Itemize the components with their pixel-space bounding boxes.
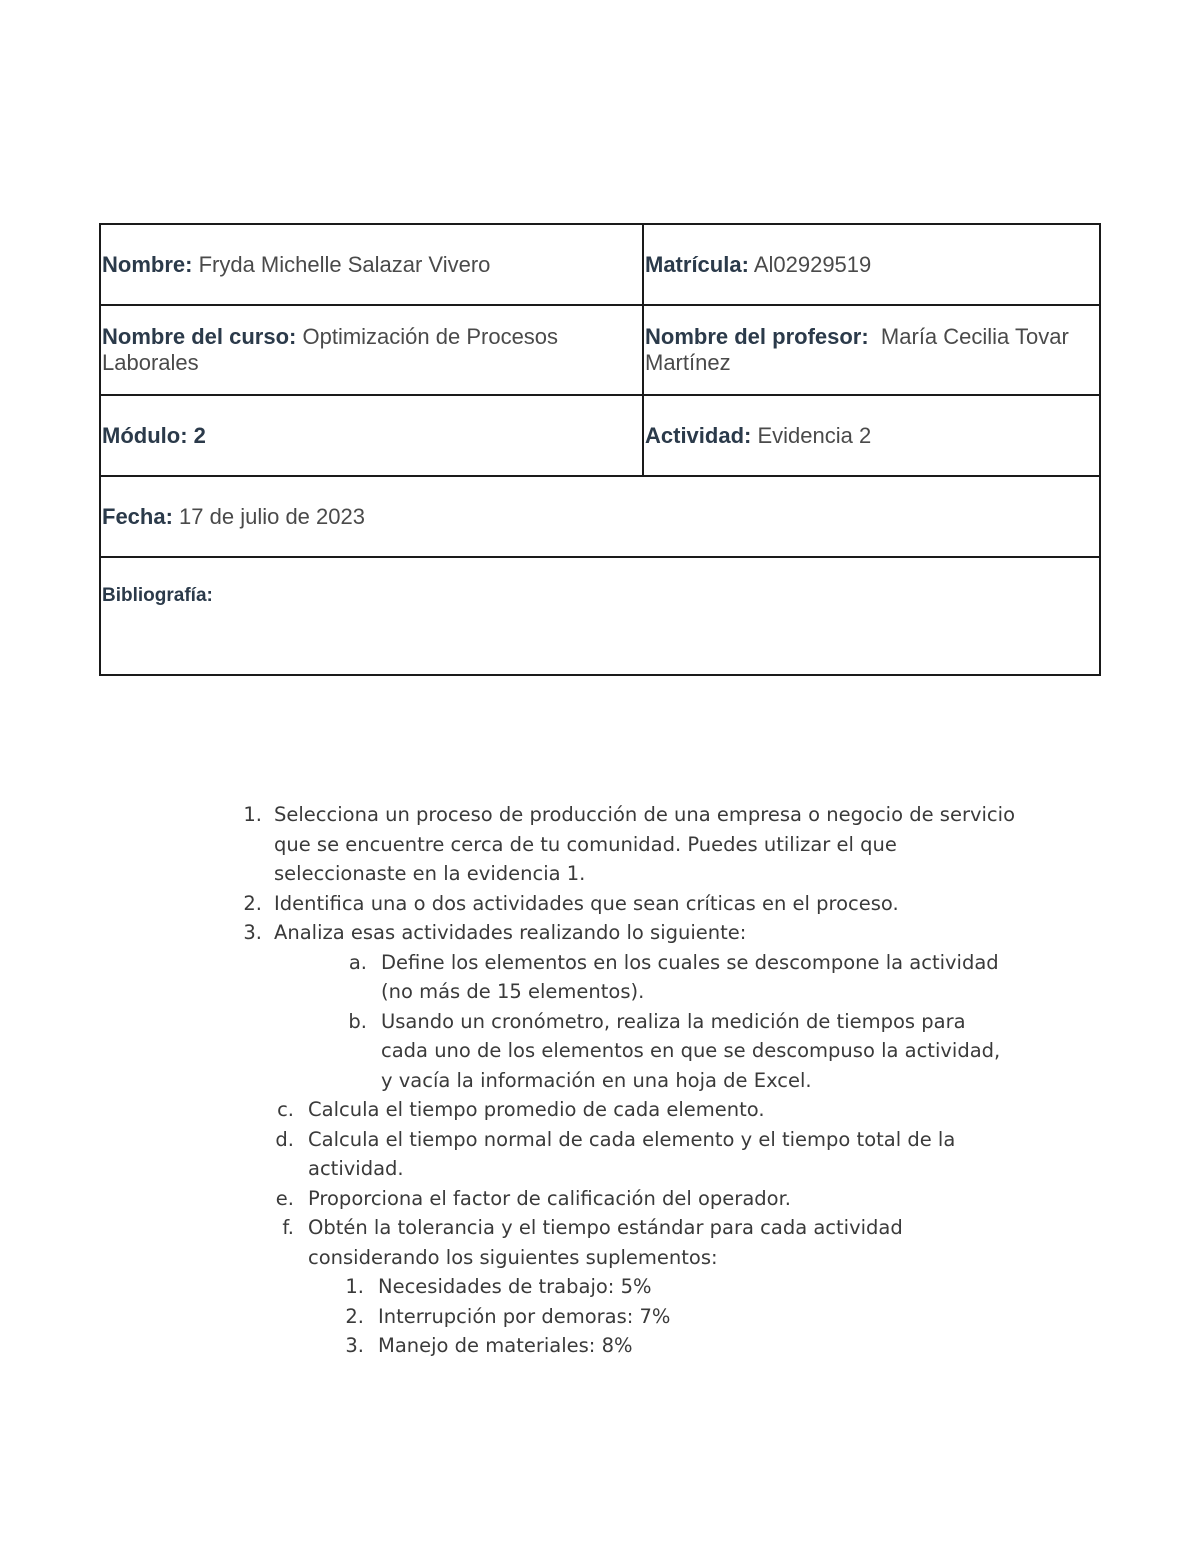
list-marker: 1.	[243, 803, 262, 826]
student-info-table	[99, 223, 1101, 676]
profesor-cell	[643, 305, 1100, 395]
list-item	[0, 1184, 1008, 1214]
list-marker: c.	[277, 1098, 294, 1121]
list-item-text: Calcula el tiempo normal de cada elemento y el tiempo total de la actividad.	[308, 1127, 956, 1180]
list-item	[0, 800, 1024, 889]
list-marker: 2.	[243, 891, 262, 915]
list-item	[0, 1272, 998, 1302]
list-item-text: Analiza esas actividades realizando lo siguiente:	[274, 921, 747, 944]
nombre-value: Fryda Michelle Salazar Vivero	[192, 251, 491, 277]
list-item	[0, 1125, 1008, 1184]
matricula-value: Al02929519	[748, 251, 872, 277]
list-item-text: Manejo de materiales: 8%	[378, 1334, 633, 1357]
curso-cell	[100, 305, 643, 395]
bibliografia-label: Bibliografía:	[102, 585, 213, 606]
matricula-label: Matrícula:	[645, 251, 749, 277]
list-marker: f.	[282, 1216, 294, 1239]
list-item	[0, 1331, 998, 1361]
list-item	[0, 1213, 968, 1272]
list-item-text: Usando un cronómetro, realiza la medición de tiempos para cada uno de los elementos en que se descompuso la actividad, y vacía la información en una hoja de Excel.	[381, 1009, 1001, 1092]
curso-value: Optimización de Procesos Laborales	[102, 324, 559, 375]
list-marker: b.	[348, 1009, 367, 1033]
list-marker: 3.	[243, 921, 262, 944]
modulo-label: Módulo: 2	[102, 422, 206, 448]
list-item-text: Identifica una o dos actividades que sean críticas en el proceso.	[274, 891, 899, 915]
fecha-value: 17 de julio de 2023	[172, 503, 365, 529]
list-marker: e.	[275, 1186, 294, 1210]
list-item	[0, 1302, 998, 1332]
list-item	[0, 918, 1024, 948]
curso-label: Nombre del curso:	[102, 324, 297, 349]
matricula-cell	[643, 224, 1100, 305]
actividad-label: Actividad:	[645, 422, 752, 448]
list-item	[0, 948, 1006, 1007]
list-marker: 2.	[345, 1304, 364, 1328]
list-item-text: Selecciona un proceso de producción de una empresa o negocio de servicio que se encuentre cerca de tu comunidad. Puedes utilizar el que seleccionaste en la evidencia 1.	[274, 803, 1015, 885]
list-marker: 3.	[345, 1334, 364, 1357]
list-item-text: Define los elementos en los cuales se descompone la actividad (no más de 15 elementos).	[381, 950, 999, 1003]
fecha-label: Fecha:	[102, 503, 173, 529]
list-item-text: Calcula el tiempo promedio de cada elemento.	[308, 1098, 765, 1121]
bibliografia-cell	[100, 557, 1100, 675]
list-item-text: Proporciona el factor de calificación del operador.	[308, 1186, 792, 1210]
list-item-text: Obtén la tolerancia y el tiempo estándar para cada actividad considerando los siguientes suplementos:	[308, 1216, 903, 1269]
list-item	[0, 1095, 1008, 1125]
modulo-cell	[100, 395, 643, 476]
nombre-label: Nombre:	[102, 251, 193, 277]
list-marker: d.	[275, 1127, 294, 1151]
profesor-label: Nombre del profesor:	[645, 324, 869, 349]
fecha-cell	[100, 476, 1100, 557]
list-marker: 1.	[345, 1275, 364, 1298]
nombre-cell	[100, 224, 643, 305]
list-marker: a.	[348, 950, 367, 974]
actividad-cell	[643, 395, 1100, 476]
list-item-text: Interrupción por demoras: 7%	[378, 1304, 671, 1328]
list-item	[0, 889, 1024, 919]
list-item	[0, 1007, 1006, 1096]
list-item-text: Necesidades de trabajo: 5%	[378, 1275, 652, 1298]
instructions-list	[0, 800, 1200, 1361]
profesor-value: María Cecilia Tovar Martínez	[645, 324, 1075, 375]
actividad-value: Evidencia 2	[751, 422, 872, 448]
